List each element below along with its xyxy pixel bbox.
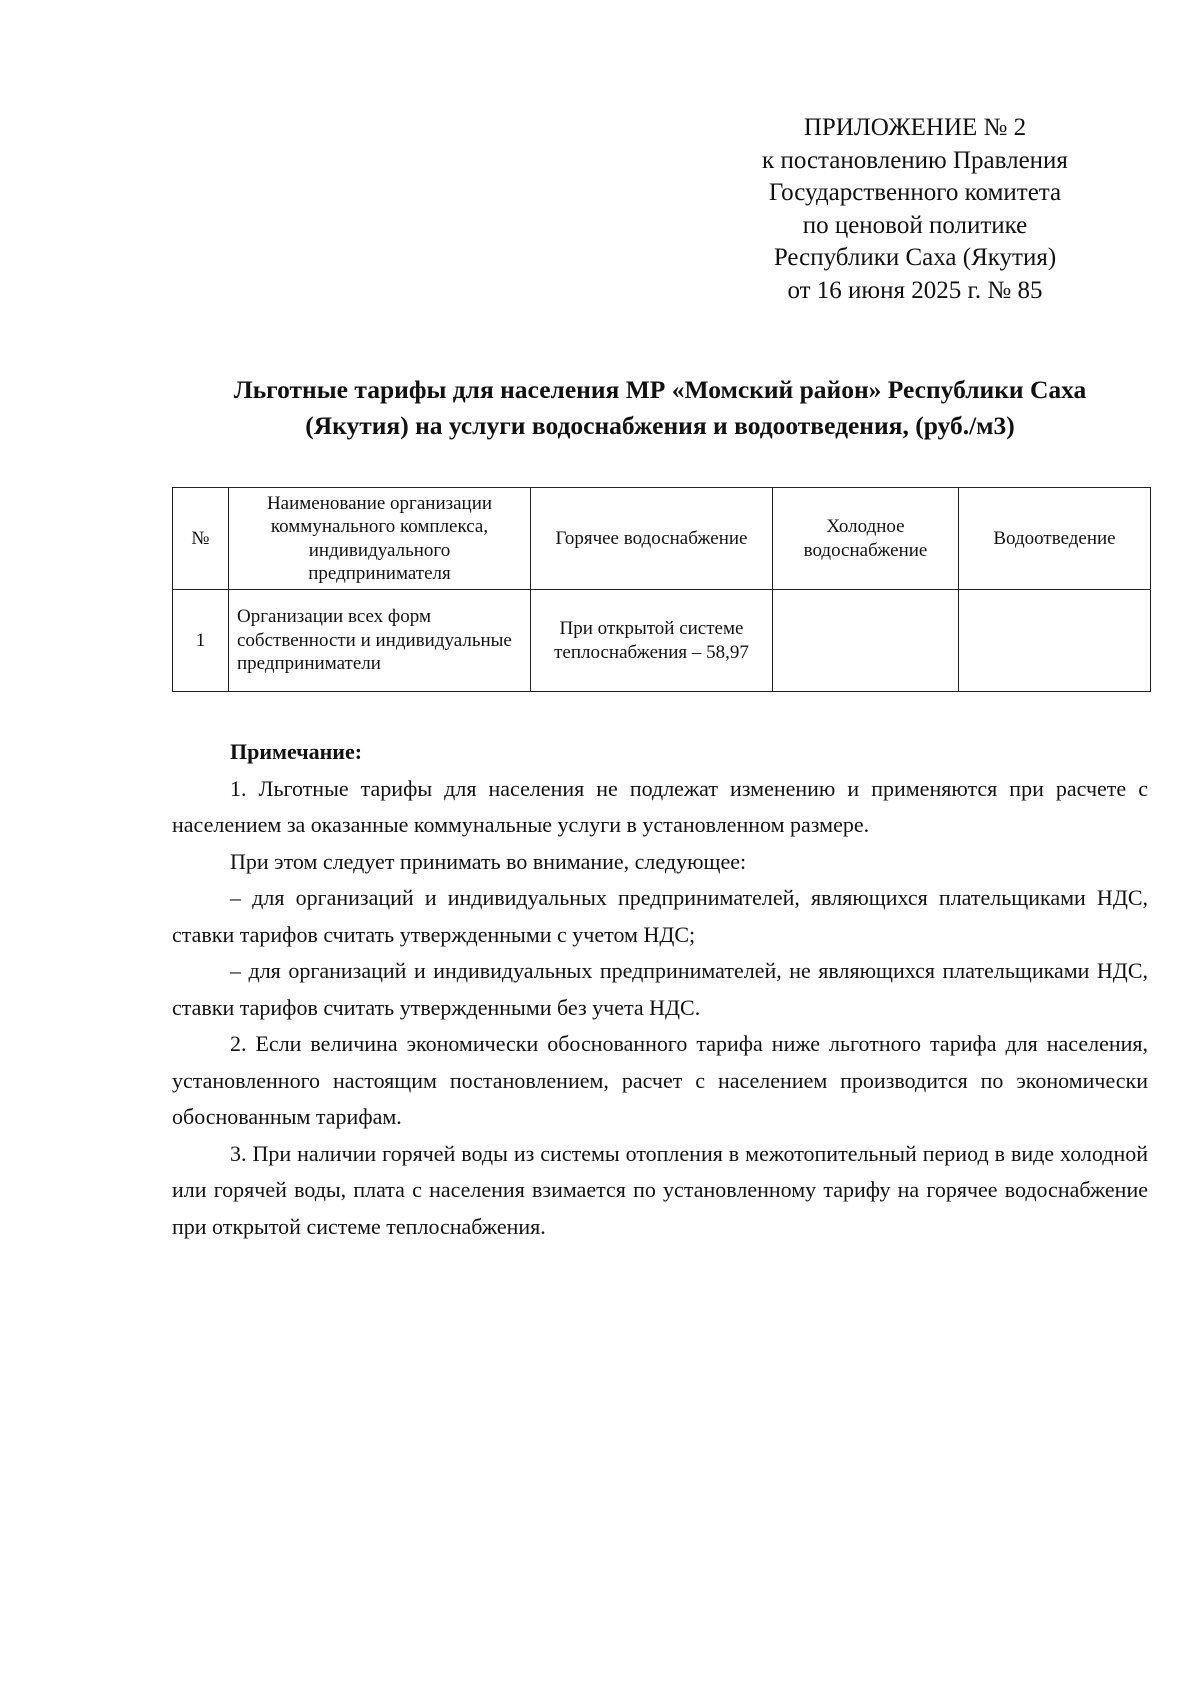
note-paragraph-2: При этом следует принимать во внимание, следующее: [230,848,747,874]
cell-hot-water: При открытой системе теплоснабжения – 58,97 [531,590,773,692]
document-title [172,372,1148,444]
title-line-2: (Якутия) на услуги водоснабжения и водоотведения, (руб./м3) [305,411,1015,440]
appendix-line-4: по ценовой политике [802,211,1028,239]
header-organization: Наименование организации коммунального комплекса, индивидуального предпринимателя [229,488,531,590]
tariffs-table [172,487,1151,692]
note-paragraph-6: 3. При наличии горячей воды из системы отопления в межотопительный период в виде холодной или горячей воды, плата с населения взимается по установленному тарифу на горячее водоснабжение при открытой системе теплоснабжения. [172,1140,1148,1239]
note-paragraph-5: 2. Если величина экономически обоснованного тарифа ниже льготного тарифа для населения, установленного настоящим постановлением, расчет с населением производится по экономически обоснованным тарифам. [172,1031,1148,1129]
title-line-1: Льготные тарифы для населения МР «Момский район» Республики Саха [233,375,1087,404]
header-hot-water: Горячее водоснабжение [531,488,773,590]
notes-section [172,734,1148,1245]
cell-cold-water [773,590,959,692]
note-paragraph-3: – для организаций и индивидуальных предпринимателей, являющихся плательщиками НДС, ставки тарифов считать утвержденными с учетом НДС; [172,885,1148,947]
table-header-row [173,488,1151,590]
appendix-line-2: к постановлению Правления [762,146,1068,174]
cell-organization: Организации всех форм собственности и индивидуальные предприниматели [229,590,531,692]
header-cold-water: Холодное водоснабжение [773,488,959,590]
note-paragraph-1: 1. Льготные тарифы для населения не подлежат изменению и применяются при расчете с населением за оказанные коммунальные услуги в установленном размере. [172,775,1148,837]
cell-drainage [959,590,1151,692]
table-row [173,590,1151,692]
appendix-header [700,112,1130,307]
appendix-date: от 16 июня 2025 г. № 85 [787,276,1043,304]
cell-number: 1 [173,590,229,692]
appendix-line-5: Республики Саха (Якутия) [773,244,1057,271]
notes-heading: Примечание: [230,739,363,764]
header-drainage: Водоотведение [959,488,1151,590]
header-number: № [173,488,229,590]
note-paragraph-4: – для организаций и индивидуальных предпринимателей, не являющихся плательщиками НДС, ставки тарифов считать утвержденными без учета НДС. [172,958,1148,1020]
appendix-line-3: Государственного комитета [768,179,1062,206]
appendix-number: ПРИЛОЖЕНИЕ № 2 [803,114,1027,141]
